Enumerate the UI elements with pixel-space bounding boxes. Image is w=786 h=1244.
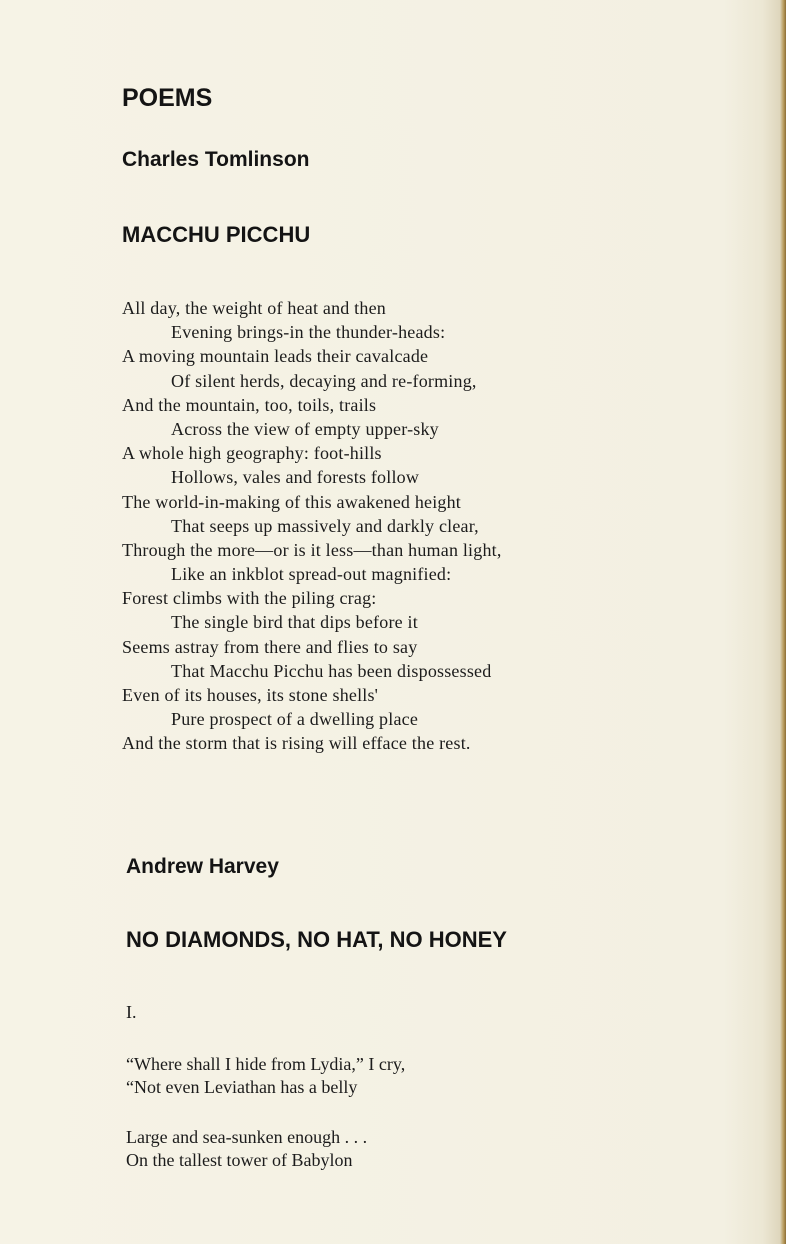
poem-line: On the tallest tower of Babylon <box>126 1150 353 1170</box>
poem-line: Large and sea-sunken enough . . . <box>126 1127 368 1147</box>
poem-line: Evening brings-in the thunder-heads: <box>171 322 446 343</box>
poem2-stanza-2 <box>126 1126 367 1172</box>
poem-line: That seeps up massively and darkly clear, <box>171 515 479 536</box>
section-heading: POEMS <box>122 84 213 112</box>
page-edge <box>780 0 786 1244</box>
poem-line: Even of its houses, its stone shells' <box>122 685 379 705</box>
poem2-author: Andrew Harvey <box>126 855 279 878</box>
poem-line: Seems astray from there and flies to say <box>122 636 418 657</box>
poem-line: And the mountain, too, toils, trails <box>122 394 377 415</box>
poem-line: Forest climbs with the piling crag: <box>122 588 377 609</box>
poem-line: That Macchu Picchu has been dispossessed <box>171 660 492 681</box>
poem-line: Like an inkblot spread-out magnified: <box>171 564 452 585</box>
poem-line: Through the more—or is it less—than human light, <box>122 539 502 560</box>
poem2-stanza-1 <box>126 1053 405 1099</box>
poem1-title: MACCHU PICCHU <box>122 222 311 247</box>
poem1-body <box>122 296 502 756</box>
poem2-part-number: I. <box>126 1002 137 1022</box>
poem1-author: Charles Tomlinson <box>122 148 310 171</box>
poem-line: Of silent herds, decaying and re-forming, <box>171 370 477 391</box>
poem-line: And the storm that is rising will efface the rest. <box>122 733 471 754</box>
poem2-title: NO DIAMONDS, NO HAT, NO HONEY <box>126 927 507 952</box>
poem-line: A moving mountain leads their cavalcade <box>122 346 429 367</box>
poem-line: The world-in-making of this awakened height <box>122 491 462 512</box>
poem-line: Hollows, vales and forests follow <box>171 467 420 488</box>
poem-line: “Not even Leviathan has a belly <box>126 1077 358 1097</box>
poem-line: “Where shall I hide from Lydia,” I cry, <box>126 1054 406 1074</box>
poem-line: Across the view of empty upper-sky <box>171 418 439 439</box>
poem-line: Pure prospect of a dwelling place <box>171 709 419 730</box>
poem-line: A whole high geography: foot-hills <box>122 443 382 464</box>
poem-line: All day, the weight of heat and then <box>122 298 386 318</box>
poem-line: The single bird that dips before it <box>171 612 418 633</box>
